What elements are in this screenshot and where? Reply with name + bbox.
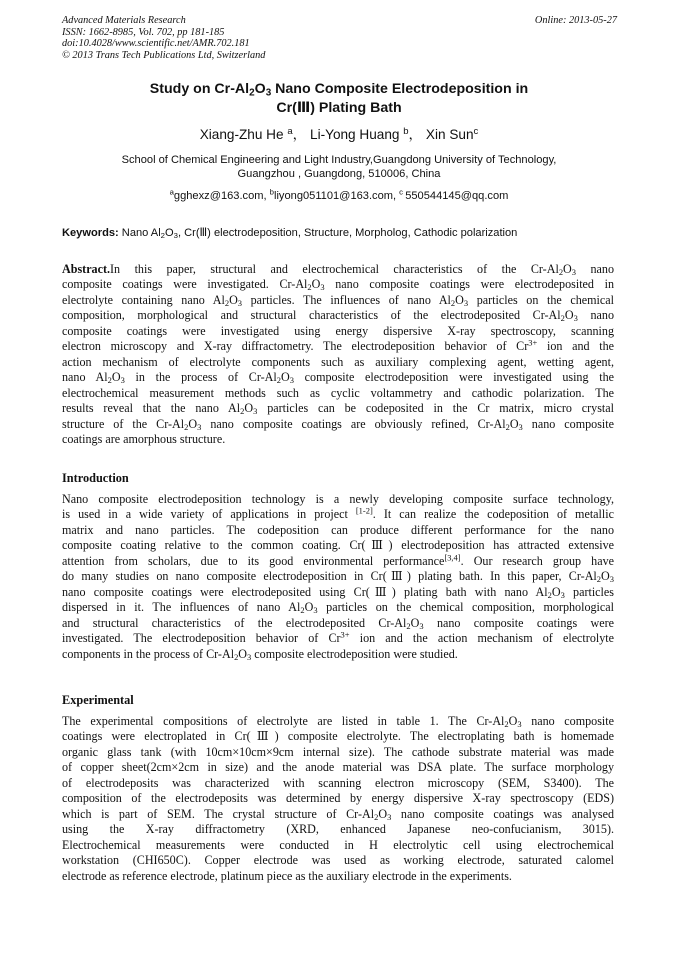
text-line: Nano composite electrodeposition technology is a newly developing composite surface technology, xyxy=(62,492,614,506)
text-line: composition, morphological and structural characteristics of the electrodeposited $Cr-Al_2O_3$ nano xyxy=(62,308,614,324)
text-line: nano $Al_2O_3$ in the process of $Cr-Al_2O_3$ composite electrodeposition were investigated using the xyxy=(62,370,614,386)
email-link[interactable]: liyong051101@163.com, xyxy=(274,190,400,202)
text-line: coatings are amorphous structure. xyxy=(62,431,226,446)
text-line: and structural characteristics of the electrodeposited $Cr-Al_2O_3$ nano composite coatings were xyxy=(62,615,614,631)
title-line-2: Cr(Ⅲ) Plating Bath xyxy=(276,100,402,116)
text-line: workstation (CHI650C). Copper electrode was used as working electrode, saturated calomel xyxy=(62,853,614,868)
text-line: electrolyte containing nano $Al_2O_3$ particles. The influences of nano $Al_2O_3$ particles on the chemical xyxy=(62,292,614,309)
text-line: Abstract.In this paper, structural and electrochemical characteristics of the $Cr-Al_2O_3$ nano xyxy=(62,262,614,278)
introduction-paragraph xyxy=(62,492,614,662)
author-list xyxy=(60,126,618,144)
title-line-1: Study on $Cr-Al_2O_3$ Nano Composite Electrodeposition in xyxy=(149,81,529,99)
text-line: using the X-ray diffractometry (XRD, enhanced Japanese neo-confucianism, 3015). xyxy=(62,822,614,837)
author-emails: $^a$gghexz@163.com, $^b$liyong051101@163.com, $^c$ 550544145@qq.com xyxy=(169,187,509,202)
text-line: electrode as reference electrode, platinum piece as the auxiliary electrode in the experiments. xyxy=(62,868,512,883)
keywords-label: Keywords: xyxy=(62,227,119,239)
text-line: structure of the $Cr-Al_2O_3$ nano composite coatings are obviously refined, $Cr-Al_2O_3$ nano composite xyxy=(62,416,614,432)
text-line: nano composite coatings were electrodeposited using Cr(Ⅲ) plating bath with nano $Al_2O_3$ particles xyxy=(62,584,614,600)
text-line: do many studies on nano composite electrodeposition in Cr(Ⅲ) plating bath. In this paper, $Cr-Al_2O_3$ xyxy=(62,569,614,585)
journal-copyright: © 2013 Trans Tech Publications Ltd, Switzerland xyxy=(62,49,266,61)
text-line: coatings were electroplated in Cr(Ⅲ) composite electrolyte. The electroplating bath is homemade xyxy=(62,729,614,744)
abstract-paragraph xyxy=(62,262,614,447)
author: Xin Sun$^c$ xyxy=(425,125,479,142)
author: Xiang-Zhu He $^a$， xyxy=(199,125,307,142)
experimental-paragraph xyxy=(62,714,614,884)
experimental-heading: Experimental xyxy=(62,693,134,707)
text-line: is used in a wide variety of applications in project [1-2]. It can realize the codeposition of metallic xyxy=(62,507,614,522)
introduction-heading: Introduction xyxy=(62,471,129,485)
text-line: attention from scholars, due to its good environmental performance[3,4]. Our research group have xyxy=(62,553,614,568)
text-line: which is part of SEM. The crystal structure of $Cr-Al_2O_3$ nano composite coatings was analysed xyxy=(62,806,614,822)
paper-title xyxy=(60,80,618,118)
text-line: electrochemical measurement methods such as cyclic voltammetry and cathodic polarization. The xyxy=(62,385,614,400)
text-line: composition of the electrodeposits was determined by energy dispersive X-ray spectroscopy (EDS) xyxy=(62,791,614,806)
affiliation: School of Chemical Engineering and Light Industry,Guangdong University of Technology, Guangzhou , Guangdong, 510006, China xyxy=(121,154,557,180)
online-date: Online: 2013-05-27 xyxy=(534,15,617,26)
text-line: of electrodeposits was characterized with scanning electron microscopy (SEM, S3400). The xyxy=(62,775,614,790)
text-line: composite coating relative to the common coating. Cr(Ⅲ) electrodeposition has attracted extensive xyxy=(62,538,614,553)
text-line: investigated. The electrodeposition behavior of $Cr^{3+}$ ion and the action mechanism of electrolyte xyxy=(62,631,614,646)
text-line: of copper sheet(2cm×2cm in size) and the anode material was DSA plate. The surface morphology xyxy=(62,760,614,775)
journal-name: Advanced Materials Research xyxy=(62,15,186,26)
text-line: action mechanism of electrolyte components such as auxiliary complexing agent, wetting agent, xyxy=(62,354,614,369)
journal-issn: ISSN: 1662-8985, Vol. 702, pp 181-185 xyxy=(62,26,225,38)
text-line: composite coatings were investigated. $Cr-Al_2O_3$ nano composite coatings were electrodeposited in xyxy=(62,277,614,293)
text-line: matrix and nano particles. The codeposition can produce different performance for the nano xyxy=(62,522,614,537)
keywords: Keywords: Nano $Al_2O_3$, Cr(Ⅲ) electrodeposition, Structure, Morpholog, Cathodic polarization xyxy=(62,227,518,240)
text-line: components in the process of $Cr-Al_2O_3$ composite electrodeposition were studied. xyxy=(62,646,458,662)
text-line: results reveal that the nano $Al_2O_3$ particles can be codeposited in the Cr matrix, micro crystal xyxy=(62,401,614,417)
text-line: composite coatings were investigated using energy dispersive X-ray spectroscopy, scanning xyxy=(62,323,614,338)
text-line: dispersed in it. The influences of nano $Al_2O_3$ particles on the chemical composition, morphological xyxy=(62,600,614,616)
journal-header xyxy=(62,15,617,61)
text-line: Electrochemical measurements were conducted in H electrolytic cell using electrochemical xyxy=(62,837,614,852)
text-line: electron microscopy and X-ray diffractometry. The electrodeposition behavior of $Cr^{3+}$ ion and the xyxy=(62,339,614,354)
email-link[interactable]: 550544145@qq.com xyxy=(405,190,509,202)
abstract-label: Abstract. xyxy=(62,262,111,276)
text-line: organic glass tank (with 10cm×10cm×9cm internal size). The cathode substrate material was made xyxy=(62,744,614,759)
text-line: The experimental compositions of electrolyte are listed in table 1. The $Cr-Al_2O_3$ nano composite xyxy=(62,714,614,730)
author: Li-Yong Huang $^b$， xyxy=(310,125,423,142)
email-link[interactable]: gghexz@163.com, xyxy=(173,190,270,202)
journal-doi: doi:10.4028/www.scientific.net/AMR.702.181 xyxy=(62,38,250,50)
